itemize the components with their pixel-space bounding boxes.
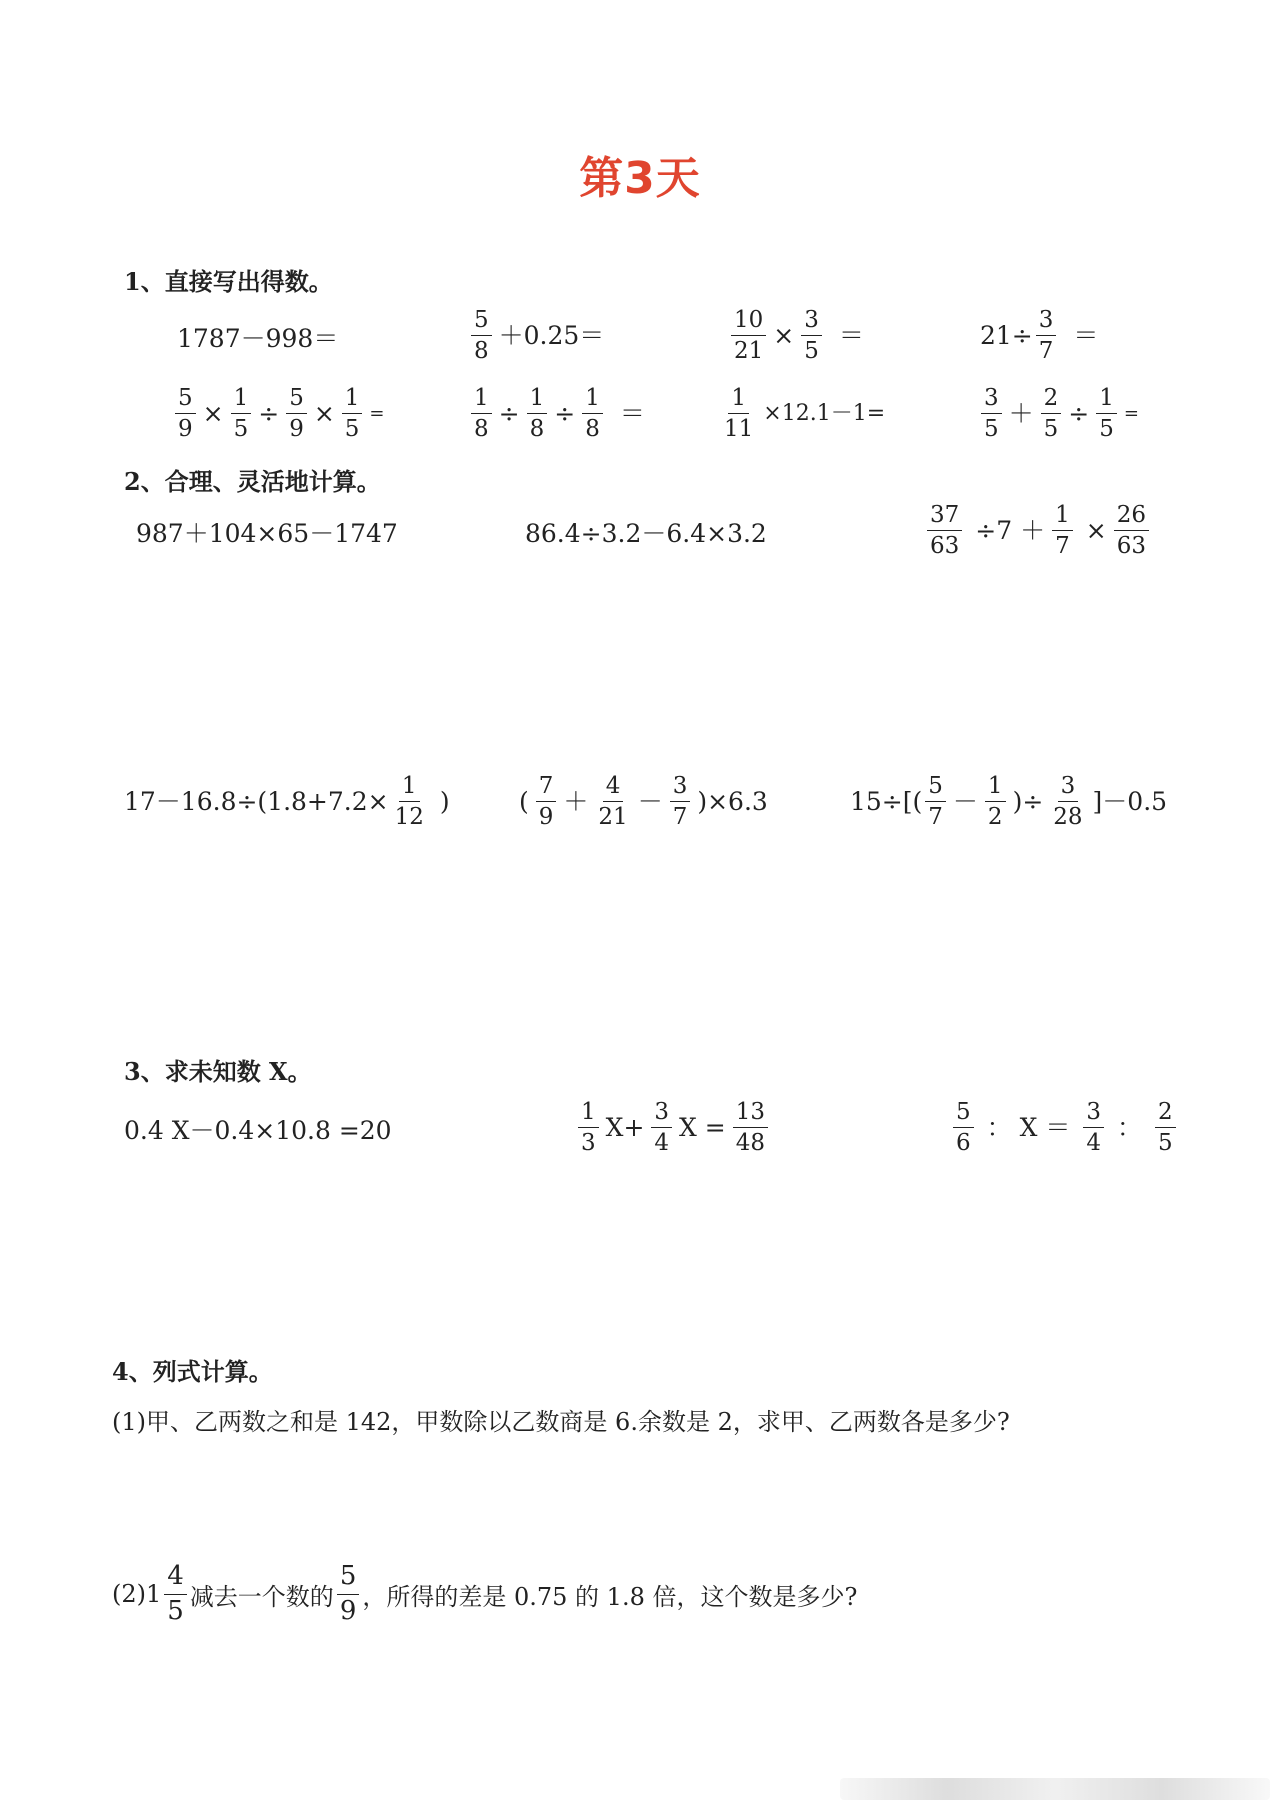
operator: )×6.3 (697, 787, 768, 817)
fraction (471, 385, 492, 443)
fraction (1096, 385, 1117, 443)
question-1: (1)甲、乙两数之和是 142，甲数除以乙数商是 6.余数是 2，求甲、乙两数各是多少? (112, 1408, 1010, 1436)
operator: ÷ (554, 399, 576, 429)
denominator: 5 (1158, 1130, 1173, 1157)
numerator: 3 (981, 385, 1002, 414)
expr-1-8 (978, 385, 1143, 443)
numerator: 1 (399, 773, 420, 802)
fraction (595, 773, 630, 831)
expr-1-3 (728, 307, 868, 365)
fraction (1155, 1099, 1176, 1157)
operator: × (202, 399, 224, 429)
operator: )÷ (1012, 787, 1044, 817)
section-3-heading: 3、求未知数 X。 (124, 1057, 312, 1086)
fraction (1052, 502, 1073, 560)
fraction (527, 385, 548, 443)
fraction (670, 773, 691, 831)
numerator: 1 (1052, 502, 1073, 531)
expr-2-4: 17－16.8÷(1.8+7.2× $\frac{1}{12}$ ) (124, 773, 450, 831)
fraction (175, 385, 196, 443)
expr-1-7 (718, 385, 889, 443)
expr-2-3 (924, 502, 1152, 560)
denominator: 7 (1055, 533, 1070, 560)
denominator: 9 (178, 416, 193, 443)
numerator: 5 (471, 307, 492, 336)
numerator: 2 (1155, 1099, 1176, 1128)
denominator: 28 (1053, 804, 1083, 831)
fraction (927, 502, 962, 560)
operator: ＋ (563, 787, 589, 817)
denominator: 5 (1043, 416, 1059, 443)
fraction (342, 385, 363, 443)
expr-3-2 (575, 1099, 771, 1157)
denominator: 63 (1116, 533, 1146, 560)
operator: ) (439, 787, 450, 817)
numerator: 5 (337, 1562, 360, 1595)
fraction (801, 307, 822, 365)
watermark-strip (840, 1778, 1270, 1800)
expr-2-5 (515, 773, 772, 831)
denominator: 9 (339, 1595, 357, 1626)
fraction (286, 385, 307, 443)
fraction (1083, 1099, 1104, 1157)
numerator: 1 (471, 385, 492, 414)
expr-2-6: 15÷[( $\frac{5}{7}$ － $\frac{1}{2}$ )÷ $\frac{3}{28}$ ]－0.5 (850, 773, 1168, 831)
operator: ＝ (619, 399, 645, 429)
denominator: 9 (538, 804, 554, 831)
denominator: 5 (984, 416, 999, 443)
denominator: 4 (1086, 1130, 1101, 1157)
numerator: 3 (801, 307, 822, 336)
expr-1-5 (172, 385, 389, 443)
fraction (651, 1099, 672, 1157)
fraction (337, 1562, 360, 1627)
operator: ( (519, 787, 529, 817)
denominator: 8 (529, 416, 545, 443)
numerator: 26 (1114, 502, 1149, 531)
operator: X = (679, 1113, 726, 1143)
denominator: 7 (1038, 338, 1054, 365)
fraction (164, 1562, 187, 1627)
operator: × (313, 399, 335, 429)
numerator: 3 (1083, 1099, 1104, 1128)
numerator: 5 (175, 385, 196, 414)
numerator: 1 (985, 773, 1006, 802)
denominator: 5 (1099, 416, 1114, 443)
fraction (981, 385, 1002, 443)
operator: ＋0.25＝ (498, 321, 605, 351)
numerator: 3 (1036, 307, 1057, 336)
denominator: 8 (474, 338, 489, 365)
operator: － (637, 787, 663, 817)
numerator: 1 (582, 385, 603, 414)
denominator: 5 (804, 338, 819, 365)
numerator: 1 (527, 385, 548, 414)
denominator: 12 (394, 804, 424, 831)
numerator: 4 (603, 773, 624, 802)
operator: × (1085, 516, 1107, 546)
fraction (1114, 502, 1149, 560)
numerator: 13 (733, 1099, 768, 1128)
operator: ÷7 ＋ (975, 516, 1046, 546)
operator: ＝ (838, 321, 864, 351)
operator: ： X ＝ (986, 1113, 1071, 1143)
numerator: 10 (731, 307, 766, 336)
denominator: 2 (987, 804, 1003, 831)
fraction (536, 773, 557, 831)
operator: = (1123, 402, 1139, 424)
expr-1-1: 1787－998＝ (177, 324, 339, 353)
numerator: 1 (728, 385, 749, 414)
fraction (731, 307, 766, 365)
denominator: 6 (956, 1130, 971, 1157)
denominator: 8 (474, 416, 489, 443)
fraction (925, 773, 946, 831)
question-2: (2)1 $\frac{4}{5}$ 减去一个数的 $\frac{5}{9}$ ，所得的差是 0.75 的 1.8 倍，这个数是多少? (112, 1561, 858, 1626)
numerator: 3 (670, 773, 691, 802)
operator: ÷ (258, 399, 280, 429)
numerator: 1 (231, 385, 252, 414)
numerator: 5 (953, 1099, 974, 1128)
expr-2-2: 86.4÷3.2－6.4×3.2 (525, 519, 767, 548)
denominator: 5 (344, 416, 360, 443)
fraction (578, 1099, 599, 1157)
fraction (985, 773, 1006, 831)
fraction (582, 385, 603, 443)
expr-1-4: 21÷ $\frac{3}{7}$ ＝ (980, 307, 1099, 365)
numerator: 4 (164, 1562, 187, 1595)
numerator: 37 (927, 502, 962, 531)
expr-3-3 (950, 1099, 1179, 1157)
denominator: 5 (167, 1595, 184, 1626)
operator: ＋ (1008, 399, 1034, 429)
denominator: 8 (585, 416, 600, 443)
denominator: 7 (672, 804, 688, 831)
numerator: 1 (578, 1099, 599, 1128)
operator: = (369, 402, 385, 424)
fraction (1036, 307, 1057, 365)
numerator: 1 (1096, 385, 1117, 414)
denominator: 7 (928, 804, 943, 831)
operator: ： (1116, 1113, 1142, 1143)
denominator: 63 (930, 533, 960, 560)
operator: ×12.1－1= (763, 400, 886, 426)
expr-1-2 (468, 307, 608, 365)
operator: X+ (605, 1113, 645, 1143)
denominator: 21 (734, 338, 764, 365)
expr-1-6 (468, 385, 649, 443)
operator: × (773, 321, 795, 351)
expr-2-1: 987＋104×65－1747 (136, 519, 398, 548)
fraction (231, 385, 252, 443)
operator: ÷ (498, 399, 520, 429)
expr-3-1: 0.4 X－0.4×10.8 =20 (124, 1116, 392, 1145)
numerator: 5 (286, 385, 307, 414)
fraction (392, 773, 427, 831)
denominator: 9 (289, 416, 304, 443)
fraction (1050, 773, 1085, 831)
denominator: 11 (724, 416, 754, 443)
numerator: 1 (342, 385, 363, 414)
section-1-heading: 1、直接写出得数。 (124, 267, 333, 296)
denominator: 21 (598, 804, 628, 831)
fraction (1041, 385, 1062, 443)
operator: － (952, 787, 978, 817)
numerator: 3 (1058, 773, 1079, 802)
denominator: 3 (581, 1130, 596, 1157)
fraction (471, 307, 492, 365)
denominator: 4 (654, 1130, 670, 1157)
denominator: 5 (233, 416, 249, 443)
denominator: 48 (735, 1130, 766, 1157)
operator: ÷ (1068, 399, 1090, 429)
operator: ＝ (1073, 321, 1099, 351)
section-2-heading: 2、合理、灵活地计算。 (124, 467, 381, 496)
operator: ]－0.5 (1092, 787, 1168, 817)
fraction (733, 1099, 768, 1157)
numerator: 5 (925, 773, 946, 802)
numerator: 3 (651, 1099, 672, 1128)
numerator: 2 (1041, 385, 1062, 414)
fraction (721, 385, 756, 443)
page-title: 第3天 (579, 153, 701, 204)
numerator: 7 (536, 773, 557, 802)
section-4-heading: 4、列式计算。 (112, 1357, 273, 1386)
fraction (953, 1099, 974, 1157)
